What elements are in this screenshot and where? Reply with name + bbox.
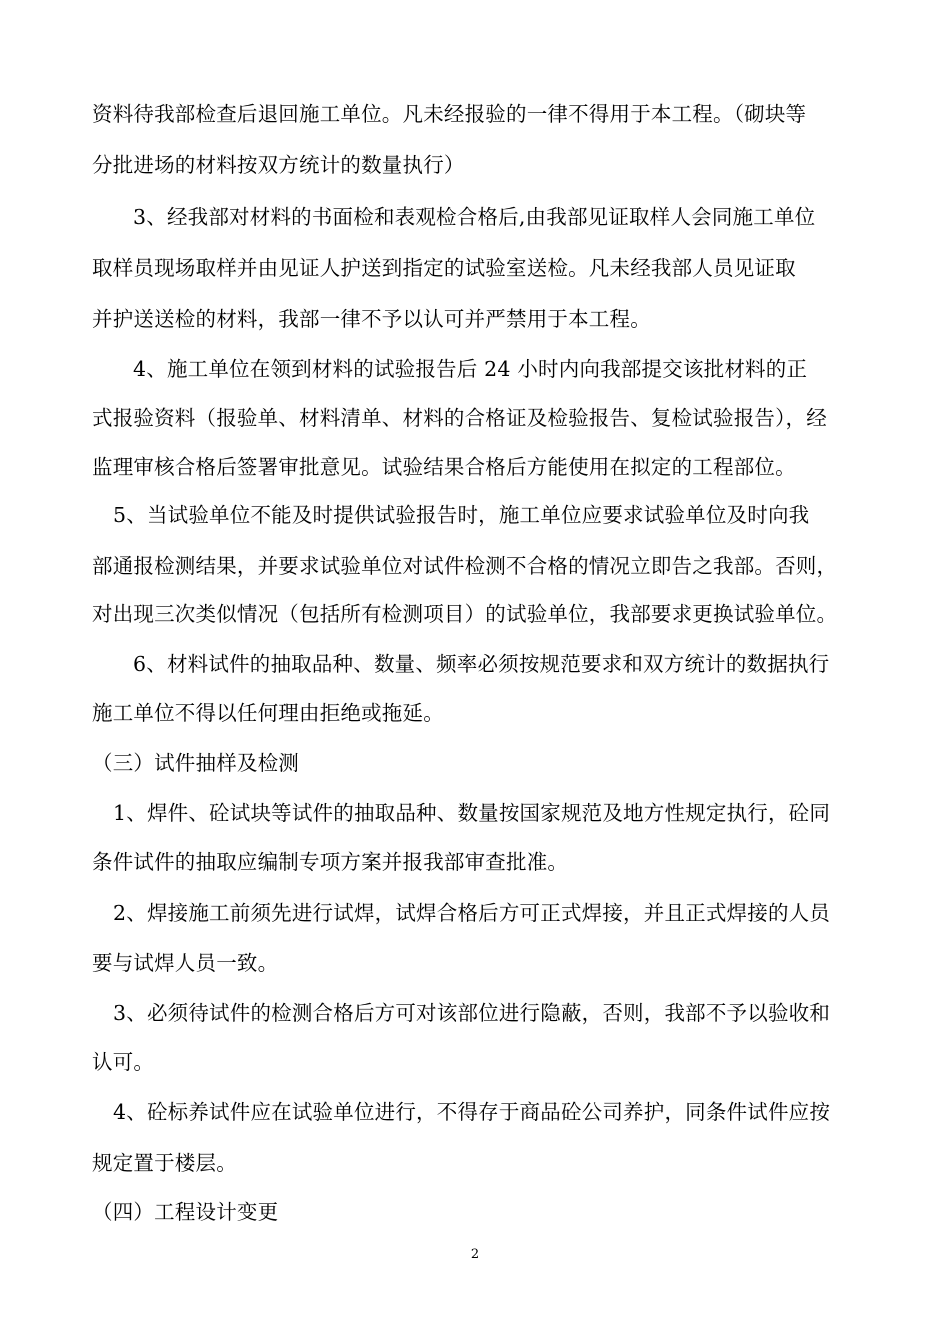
paragraph-line: 6、材料试件的抽取品种、数量、频率必须按规范要求和双方统计的数据执行 (133, 652, 830, 676)
paragraph-line: 分批进场的材料按双方统计的数量执行） (92, 153, 465, 177)
paragraph-line: 1、焊件、砼试块等试件的抽取品种、数量按国家规范及地方性规定执行，砼同 (113, 801, 831, 825)
paragraph-line: 施工单位不得以任何理由拒绝或拖延。 (92, 701, 444, 725)
paragraph-line: 条件试件的抽取应编制专项方案并报我部审查批准。 (92, 850, 569, 874)
section-heading: （四）工程设计变更 (92, 1200, 279, 1224)
paragraph-line: 认可。 (92, 1050, 155, 1074)
paragraph-line: 资料待我部检查后退回施工单位。凡未经报验的一律不得用于本工程。（砌块等 (92, 102, 807, 126)
paragraph-line: 4、砼标养试件应在试验单位进行，不得存于商品砼公司养护，同条件试件应按 (113, 1100, 831, 1124)
paragraph-line: 式报验资料（报验单、材料清单、材料的合格证及检验报告、复检试验报告），经 (92, 406, 827, 430)
paragraph-line: 监理审核合格后签署审批意见。试验结果合格后方能使用在拟定的工程部位。 (92, 455, 796, 479)
paragraph-line: 要与试焊人员一致。 (92, 951, 279, 975)
paragraph-line: 部通报检测结果，并要求试验单位对试件检测不合格的情况立即告之我部。否则， (92, 554, 838, 578)
paragraph-line: 规定置于楼层。 (92, 1151, 237, 1175)
paragraph-line: 并护送送检的材料，我部一律不予以认可并严禁用于本工程。 (92, 307, 651, 331)
paragraph-line: 5、当试验单位不能及时提供试验报告时，施工单位应要求试验单位及时向我 (113, 503, 810, 527)
paragraph-line: 对出现三次类似情况（包括所有检测项目）的试验单位，我部要求更换试验单位。 (92, 602, 838, 626)
paragraph-line: 4、施工单位在领到材料的试验报告后 24 小时内向我部提交该批材料的正 (133, 357, 808, 381)
paragraph-line: 2、焊接施工前须先进行试焊，试焊合格后方可正式焊接，并且正式焊接的人员 (113, 901, 831, 925)
paragraph-line: 3、经我部对材料的书面检和表观检合格后,由我部见证取样人会同施工单位 (133, 205, 816, 229)
page-number: 2 (470, 1247, 480, 1262)
paragraph-line: 取样员现场取样并由见证人护送到指定的试验室送检。凡未经我部人员见证取 (92, 256, 796, 280)
paragraph-line: 3、必须待试件的检测合格后方可对该部位进行隐蔽，否则，我部不予以验收和 (113, 1001, 831, 1025)
section-heading: （三）试件抽样及检测 (92, 751, 299, 775)
